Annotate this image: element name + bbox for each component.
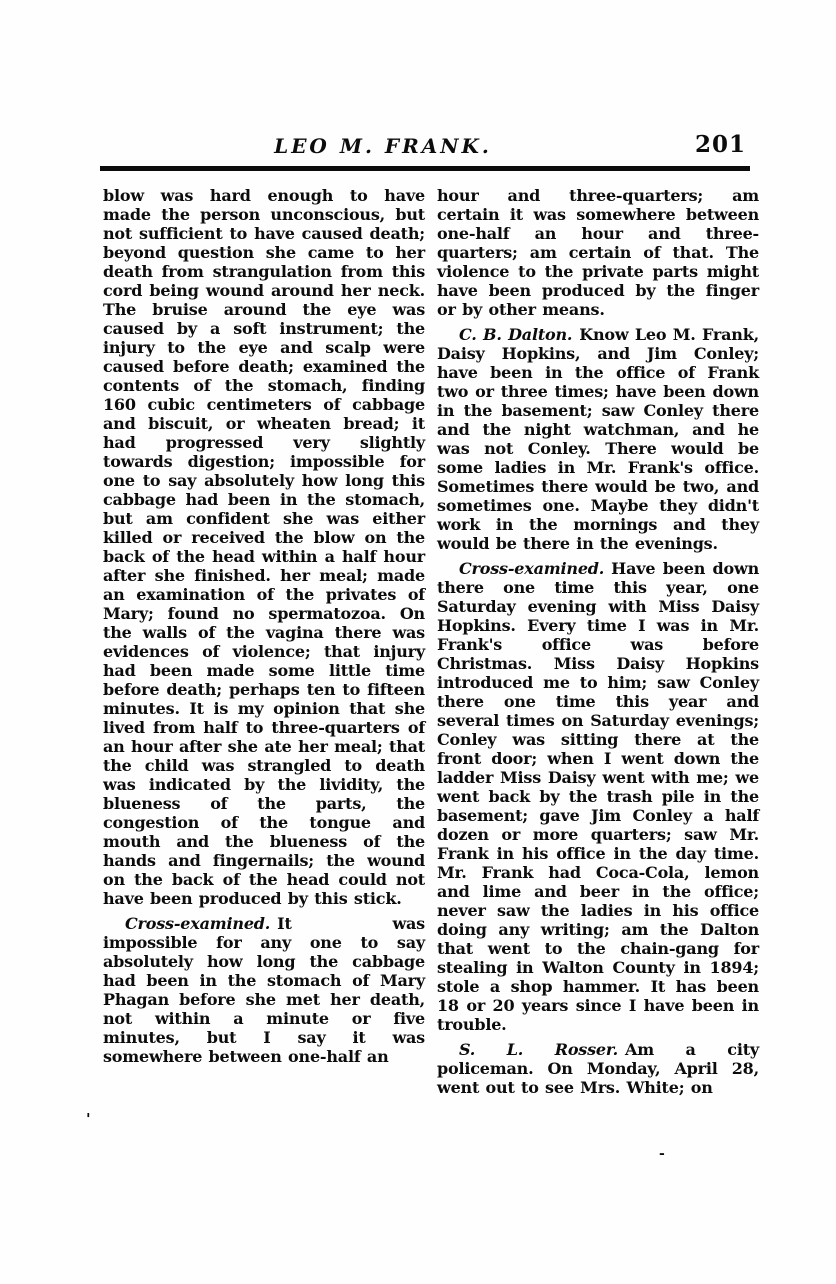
paragraph-continuation: [103, 186, 425, 908]
right-column: [437, 186, 759, 1097]
paragraph-cross-examined: [103, 914, 425, 1066]
paragraph-continuation: [437, 186, 759, 319]
paragraph-text: Know Leo M. Frank, Daisy Hopkins, and Jim Conley; have been in the office of Frank two or three times; have been down in the basement; saw Conley there and the night watchman, and he was not Conley. There would be some ladies in Mr. Frank's office. Sometimes there would be two, and sometimes one. Maybe they didn't work in the mornings and they would be there in the evenings.: [437, 325, 759, 553]
header-rule: [100, 166, 750, 171]
paragraph-cross-examined: [437, 559, 759, 1034]
paragraph-dalton-testimony: [437, 325, 759, 553]
paragraph-lead: Cross-examined.: [125, 914, 271, 933]
paragraph-text: Am a city policeman. On Monday, April 28, went out to see Mrs. White; on: [437, 1040, 759, 1097]
paragraph-rosser-testimony: [437, 1040, 759, 1097]
paragraph-lead: C. B. Dalton.: [459, 325, 573, 344]
text-columns: [103, 186, 759, 1097]
paragraph-lead: Cross-examined.: [459, 559, 605, 578]
running-title: LEO M. FRANK.: [274, 134, 492, 158]
scan-artifact-mark: ': [86, 1110, 91, 1128]
paragraph-text: hour and three-quarters; am certain it was somewhere between one-half an hour and three-quarters; am certain of that. The violence to the private parts might have been produced by the finger or by other means.: [437, 186, 759, 319]
scan-artifact-mark: -: [659, 1146, 665, 1162]
left-column: [103, 186, 425, 1097]
paragraph-text: It was impossible for any one to say absolutely how long the cabbage had been in the stomach of Mary Phagan before she met her death, not within a minute or five minutes, but I say it was somewhere between one-half an: [103, 914, 425, 1066]
paragraph-text: blow was hard enough to have made the person unconscious, but not sufficient to have caused death; beyond question she came to her death from strangulation from this cord being wound around her neck. The bruise around the eye was caused by a soft instrument; the injury to the eye and scalp were caused before death; examined the contents of the stomach, finding 160 cubic centimeters of cabbage and biscuit, or wheaten bread; it had progressed very slightly towards digestion; impossible for one to say absolutely how long this cabbage had been in the stomach, but am confident she was either killed or received the blow on the back of the head within a half hour after she finished. her meal; made an examination of the privates of Mary; found no spermatozoa. On the walls of the vagina there was evidences of violence; that injury had been made some little time before death; perhaps ten to fifteen minutes. It is my opinion that she lived from half to three-quarters of an hour after she ate her meal; that the child was strangled to death was indicated by the lividity, the blueness of the parts, the congestion of the tongue and mouth and the blueness of the hands and fingernails; the wound on the back of the head could not have been produced by this stick.: [103, 186, 425, 908]
paragraph-lead: S. L. Rosser.: [459, 1040, 619, 1059]
paragraph-text: Have been down there one time this year, one Saturday evening with Miss Daisy Hopkins. Every time I was in Mr. Frank's office was before Christmas. Miss Daisy Hopkins introduced me to him; saw Conley there one time this year and several times on Saturday evenings; Conley was sitting there at the front door; when I went down the ladder Miss Daisy went with me; we went back by the trash pile in the basement; gave Jim Conley a half dozen or more quarters; saw Mr. Frank in his office in the day time. Mr. Frank had Coca-Cola, lemon and lime and beer in the office; never saw the ladies in his office doing any writing; am the Dalton that went to the chain-gang for stealing in Walton County in 1894; stole a shop hammer. It has been 18 or 20 years since I have been in trouble.: [437, 559, 759, 1034]
page-number: 201: [694, 131, 746, 158]
